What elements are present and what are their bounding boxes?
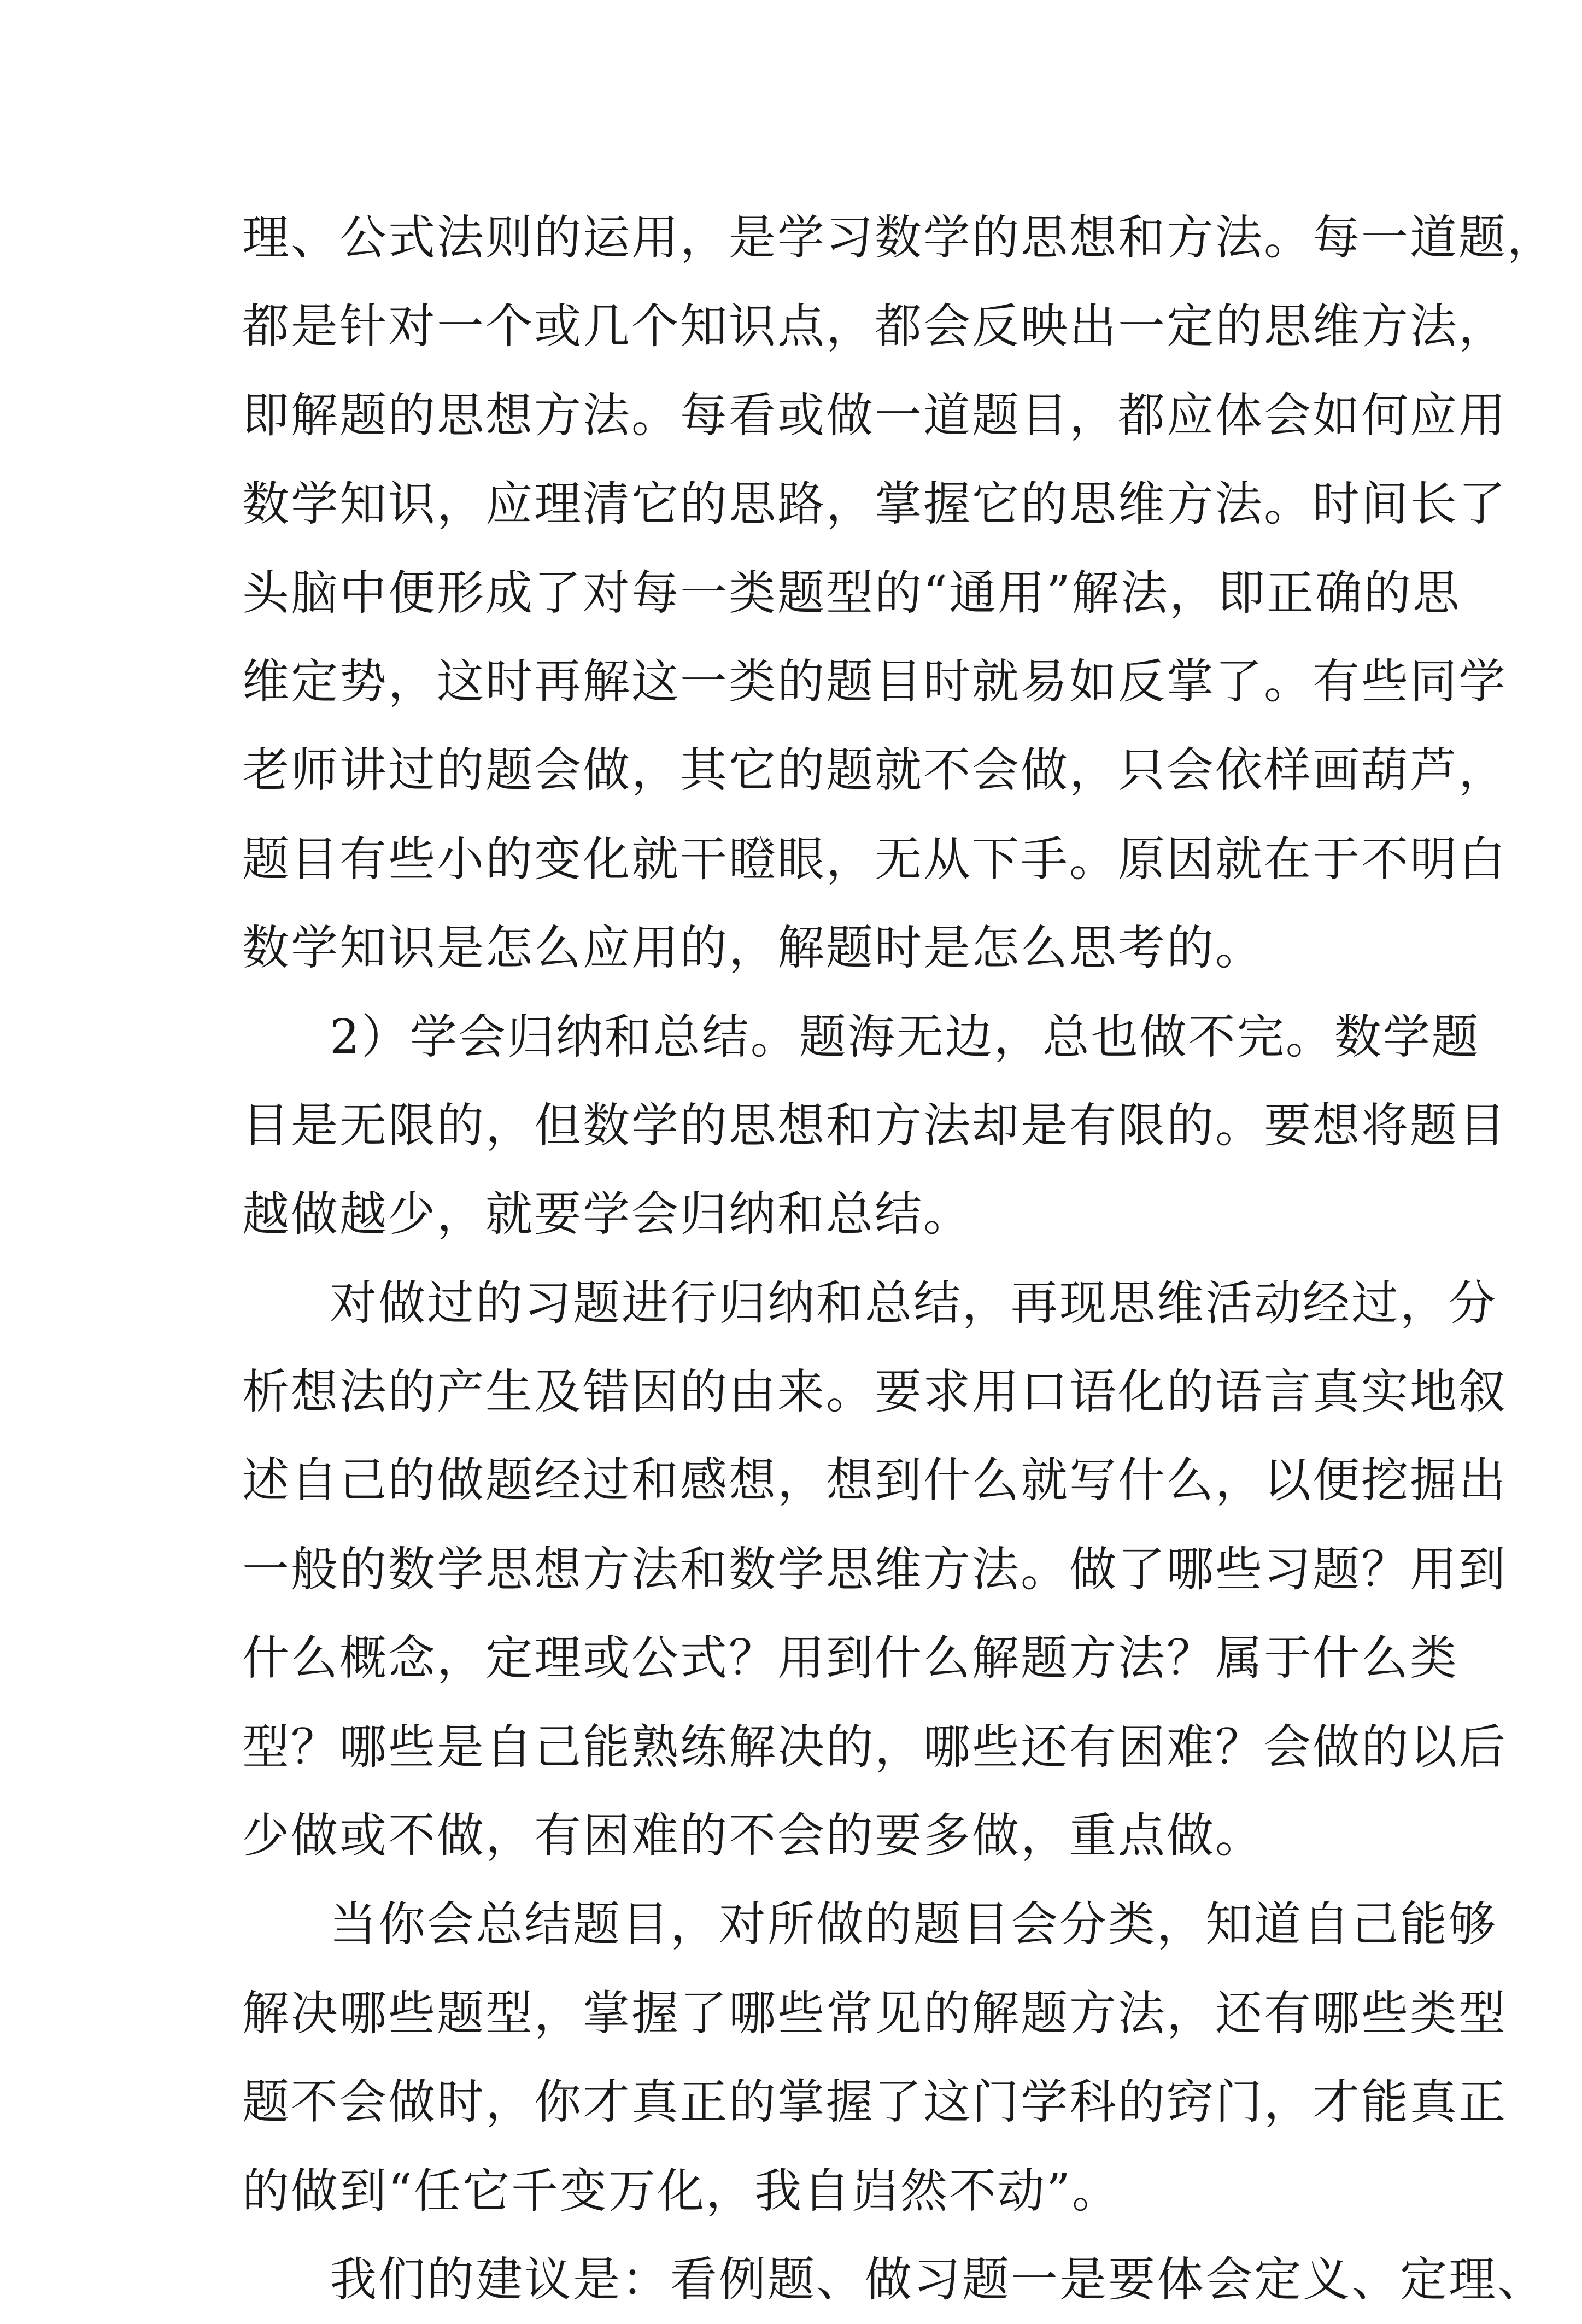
text-line: 数学知识，应理清它的思路，掌握它的思维方法。时间长了 [242, 477, 1507, 532]
text-line: 理、公式法则的运用，是学习数学的思想和方法。每一道题， [242, 210, 1556, 265]
text-line: 都是针对一个或几个知识点，都会反映出一定的思维方法， [242, 299, 1507, 354]
text-line: 一般的数学思想方法和数学思维方法。做了哪些习题？用到 [242, 1542, 1507, 1597]
text-line: 数学知识是怎么应用的，解题时是怎么思考的。 [242, 921, 1264, 976]
text-line: 越做越少，就要学会归纳和总结。 [242, 1187, 972, 1242]
text-line: 头脑中便形成了对每一类题型的“通用”解法，即正确的思 [242, 565, 1461, 620]
text-line: 当你会总结题目，对所做的题目会分类，知道自己能够 [330, 1897, 1497, 1952]
text-line: 老师讲过的题会做，其它的题就不会做，只会依样画葫芦， [242, 743, 1507, 798]
body-text [242, 194, 1556, 2324]
text-line: 目是无限的，但数学的思想和方法却是有限的。要想将题目 [242, 1098, 1507, 1153]
text-line: 2）学会归纳和总结。题海无边，总也做不完。数学题 [330, 1009, 1480, 1064]
text-line: 少做或不做，有困难的不会的要多做，重点做。 [242, 1808, 1264, 1864]
text-line: 型？哪些是自己能熟练解决的，哪些还有困难？会做的以后 [242, 1719, 1507, 1775]
text-line: 即解题的思想方法。每看或做一道题目，都应体会如何应用 [242, 388, 1507, 443]
text-line: 解决哪些题型，掌握了哪些常见的解题方法，还有哪些类型 [242, 1986, 1507, 2041]
text-line: 题不会做时，你才真正的掌握了这门学科的窍门，才能真正 [242, 2075, 1507, 2130]
text-line: 对做过的习题进行归纳和总结，再现思维活动经过，分 [330, 1275, 1497, 1331]
text-line: 维定势，这时再解这一类的题目时就易如反掌了。有些同学 [242, 654, 1507, 709]
text-line: 题目有些小的变化就干瞪眼，无从下手。原因就在于不明白 [242, 832, 1507, 887]
text-line: 什么概念，定理或公式？用到什么解题方法？属于什么类 [242, 1631, 1458, 1686]
text-line: 析想法的产生及错因的由来。要求用口语化的语言真实地叙 [242, 1365, 1507, 1420]
text-line: 述自己的做题经过和感想，想到什么就写什么，以便挖掘出 [242, 1453, 1507, 1508]
text-line: 我们的建议是：看例题、做习题一是要体会定义、定理、 [330, 2252, 1546, 2307]
text-line: 的做到“任它千变万化，我自岿然不动”。 [242, 2163, 1121, 2218]
